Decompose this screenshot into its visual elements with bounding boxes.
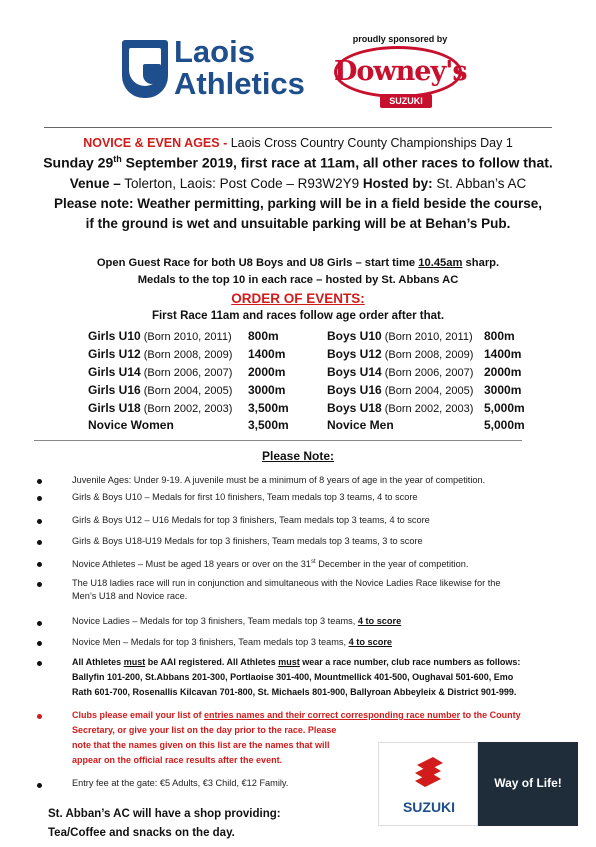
event-distance: 3000m <box>484 383 522 397</box>
laois-athletics-logo <box>122 36 336 106</box>
event-distance: 800m <box>484 329 515 343</box>
bullet-icon <box>37 661 42 666</box>
event-title: NOVICE & EVEN AGES - Laois Cross Country County Championships Day 1 <box>83 136 513 150</box>
bullet-icon <box>37 582 42 587</box>
event-distance: 1400m <box>484 347 522 361</box>
note-u18-ladies: The U18 ladies race will run in conjunction and simultaneous with the Novice Ladies Race likewise for the Men’s U18 and Novice race. <box>72 578 501 601</box>
bullet-icon <box>37 496 42 501</box>
event-distance: 3,500m <box>248 401 289 415</box>
bullet-icon <box>37 562 42 567</box>
event-name: Novice Men <box>327 418 394 432</box>
event-name: Girls U16 (Born 2004, 2005) <box>88 383 233 397</box>
sponsor-name: Downey's <box>334 56 467 87</box>
bullet-icon <box>37 479 42 484</box>
event-name: Boys U10 (Born 2010, 2011) <box>327 329 473 343</box>
bullet-icon <box>37 714 42 719</box>
guest-race-line-1: Open Guest Race for both U8 Boys and U8 Girls – start time 10.45am sharp. <box>96 257 500 269</box>
suzuki-slogan: Way of Life! <box>494 776 562 790</box>
event-venue: Venue – Tolerton, Laois: Post Code – R93W2Y9 Hosted by: St. Abban’s AC <box>69 176 527 191</box>
event-distance: 2000m <box>484 365 522 379</box>
weather-note-2: if the ground is wet and unsuitable parking will be at Behan’s Pub. <box>85 216 511 231</box>
shop-note-2: Tea/Coffee and snacks on the day. <box>48 827 235 839</box>
event-date: Sunday 29th September 2019, first race at 11am, all other races to follow that. <box>43 154 553 171</box>
event-name: Girls U14 (Born 2006, 2007) <box>88 365 233 379</box>
event-distance: 800m <box>248 329 279 343</box>
event-name: Boys U12 (Born 2008, 2009) <box>327 347 474 361</box>
suzuki-brand: SUZUKI <box>402 799 456 815</box>
table-divider <box>34 440 522 441</box>
laois-logo-text: Laois Athletics <box>174 34 305 101</box>
notes-heading: Please Note: <box>261 449 335 463</box>
event-name: Girls U12 (Born 2008, 2009) <box>88 347 233 361</box>
note-registration: All Athletes must be AAI registered. All Athletes must wear a race number, club race numbers as follows: Ballyfin 101-200, St.Abbans 201-300, Portlaoise 301-400, Mountmellick 401-500, Oughaval 501-600, Emo Rath 601-700, Rosenallis Kilcavan 701-800, St. Michaels 801-900, Ballyroan Abbeyleix & District 901-999. <box>72 657 521 697</box>
note-juvenile: Juvenile Ages: Under 9-19. A juvenile must be a minimum of 8 years of age in the year of competition. <box>72 475 486 485</box>
event-distance: 3,500m <box>248 418 289 432</box>
note-novice-age: Novice Athletes – Must be aged 18 years or over on the 31st December in the year of competition. <box>72 559 469 570</box>
suzuki-logo-panel <box>378 742 478 826</box>
crest-icon <box>122 40 168 98</box>
note-u18-u19: Girls & Boys U18-U19 Medals for top 3 finishers, Team medals top 3 teams, 3 to score <box>72 536 423 546</box>
shop-note-1: St. Abban’s AC will have a shop providing: <box>48 808 281 820</box>
bullet-icon <box>37 519 42 524</box>
sponsor-caption: proudly sponsored by <box>352 34 448 44</box>
event-distance: 2000m <box>248 365 286 379</box>
sponsor-badge: SUZUKI <box>380 94 432 108</box>
event-name: Boys U18 (Born 2002, 2003) <box>327 401 474 415</box>
bullet-icon <box>37 540 42 545</box>
note-u12-u16: Girls & Boys U12 – U16 Medals for top 3 finishers, Team medals top 3 teams, 4 to score <box>72 515 430 525</box>
order-heading: ORDER OF EVENTS: <box>231 291 365 306</box>
note-u10: Girls & Boys U10 – Medals for first 10 finishers, Team medals top 3 teams, 4 to score <box>72 492 418 502</box>
suzuki-s-icon <box>413 755 445 789</box>
note-entry-fee: Entry fee at the gate: €5 Adults, €3 Child, €12 Family. <box>72 778 289 788</box>
event-name: Girls U10 (Born 2010, 2011) <box>88 329 232 343</box>
event-name: Novice Women <box>88 418 174 432</box>
sponsor-logo <box>330 34 470 110</box>
bullet-icon <box>37 783 42 788</box>
note-novice-ladies: Novice Ladies – Medals for top 3 finishers, Team medals top 3 teams, 4 to score <box>72 616 402 626</box>
note-novice-men: Novice Men – Medals for top 3 finishers, Team medals top 3 teams, 4 to score <box>72 637 393 647</box>
event-distance: 5,000m <box>484 401 525 415</box>
event-distance: 3000m <box>248 383 286 397</box>
bullet-icon <box>37 621 42 626</box>
event-name: Boys U14 (Born 2006, 2007) <box>327 365 474 379</box>
event-distance: 1400m <box>248 347 286 361</box>
suzuki-slogan-panel <box>478 742 578 826</box>
order-intro: First Race 11am and races follow age order after that. <box>151 310 445 322</box>
event-name: Girls U18 (Born 2002, 2003) <box>88 401 233 415</box>
weather-note-1: Please note: Weather permitting, parking will be in a field beside the course, <box>53 196 543 211</box>
guest-race-line-2: Medals to the top 10 in each race – hosted by St. Abbans AC <box>137 274 459 286</box>
event-distance: 5,000m <box>484 418 525 432</box>
note-club-email: Clubs please email your list of entries names and their correct corresponding race number to the County Secretary, or give your list on the day prior to the race. Please note that the names given on this list are the names that will appear on the official race results after the event. <box>72 710 521 765</box>
event-name: Boys U16 (Born 2004, 2005) <box>327 383 474 397</box>
suzuki-ad <box>378 742 578 826</box>
header-divider <box>44 127 552 128</box>
bullet-icon <box>37 641 42 646</box>
